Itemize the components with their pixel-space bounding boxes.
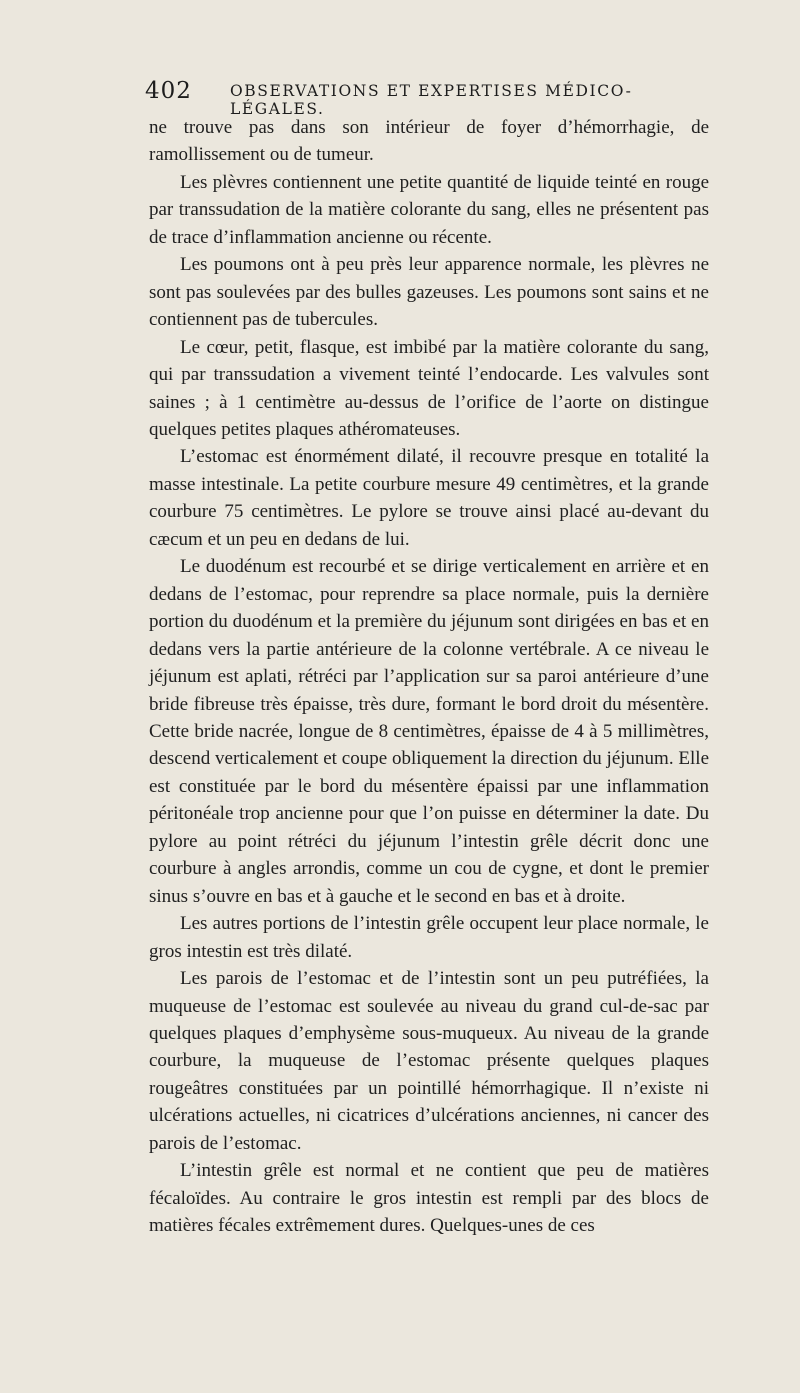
body-text bbox=[149, 114, 709, 1240]
paragraph-walls: Les parois de l’estomac et de l’intestin sont un peu putréfiées, la muqueuse de l’estomac est soulevée au niveau du grand cul-de-sac par quelques plaques d’emphysème sous-muqueux. Au niveau de la grande courbure, la muqueuse de l’estomac présente quelques plaques rougeâtres constituées par un pointillé hémorrhagique. Il n’existe ni ulcérations actuelles, ni cicatrices d’ulcérations anciennes, ni cancer des parois de l’estomac. bbox=[149, 968, 709, 1154]
paragraph-duodenum: Le duodénum est recourbé et se dirige verticalement en arrière et en dedans de l’estomac, pour reprendre sa place normale, puis la dernière portion du duodénum et la première du jéjunum sont dirigées en bas et en dedans vers la partie antérieure de la colonne vertébrale. A ce niveau le jéjunum est aplati, rétréci par l’application sur sa paroi antérieure d’une bride fibreuse très épaisse, très dure, formant le bord droit du mésentère. Cette bride nacrée, longue de 8 centimètres, épaisse de 4 à 5 millimètres, descend verticalement et coupe obliquement la direction du jéjunum. Elle est constituée par le bord du mésentère épaissi par une inflammation péritonéale trop ancienne pour que l’on puisse en déterminer la date. Du pylore au point rétréci du jéjunum l’intestin grêle décrit donc une courbure à angles arrondis, comme un cou de cygne, et dont le premier sinus s’ouvre en bas et à gauche et le second en bas et à droite. bbox=[149, 556, 709, 907]
paragraph-stomach: L’estomac est énormément dilaté, il recouvre presque en totalité la masse intestinale. La petite courbure mesure 49 centimètres, et la grande courbure 75 centimètres. Le pylore se trouve ainsi placé au-devant du cæcum et un peu en dedans de lui. bbox=[149, 446, 709, 550]
paragraph-lungs: Les poumons ont à peu près leur apparence normale, les plèvres ne sont pas soulevées par des bulles gazeuses. Les poumons sont sains et ne contiennent pas de tubercules. bbox=[149, 254, 709, 331]
paragraph-pleura: Les plèvres contiennent une petite quantité de liquide teinté en rouge par transsudation de la matière colorante du sang, elles ne présentent pas de trace d’inflammation ancienne ou récente. bbox=[149, 171, 709, 248]
running-head bbox=[145, 78, 705, 118]
page-number: 402 bbox=[145, 78, 192, 104]
paragraph-continued: ne trouve pas dans son intérieur de foyer d’hémorrhagie, de ramollissement ou de tumeur. bbox=[149, 117, 709, 166]
running-title: OBSERVATIONS ET EXPERTISES MÉDICO-LÉGALES. bbox=[230, 82, 633, 118]
paragraph-small-intestine: Les autres portions de l’intestin grêle occupent leur place normale, le gros intestin est très dilaté. bbox=[149, 913, 709, 962]
paragraph-contents: L’intestin grêle est normal et ne contient que peu de matières fécaloïdes. Au contraire le gros intestin est rempli par des blocs de matières fécales extrêmement dures. Quelques-unes de ces bbox=[149, 1160, 709, 1237]
paragraph-heart: Le cœur, petit, flasque, est imbibé par la matière colorante du sang, qui par transsudation a vivement teinté l’endocarde. Les valvules sont saines ; à 1 centimètre au-dessus de l’orifice de l’aorte on distingue quelques petites plaques athéromateuses. bbox=[149, 336, 709, 440]
